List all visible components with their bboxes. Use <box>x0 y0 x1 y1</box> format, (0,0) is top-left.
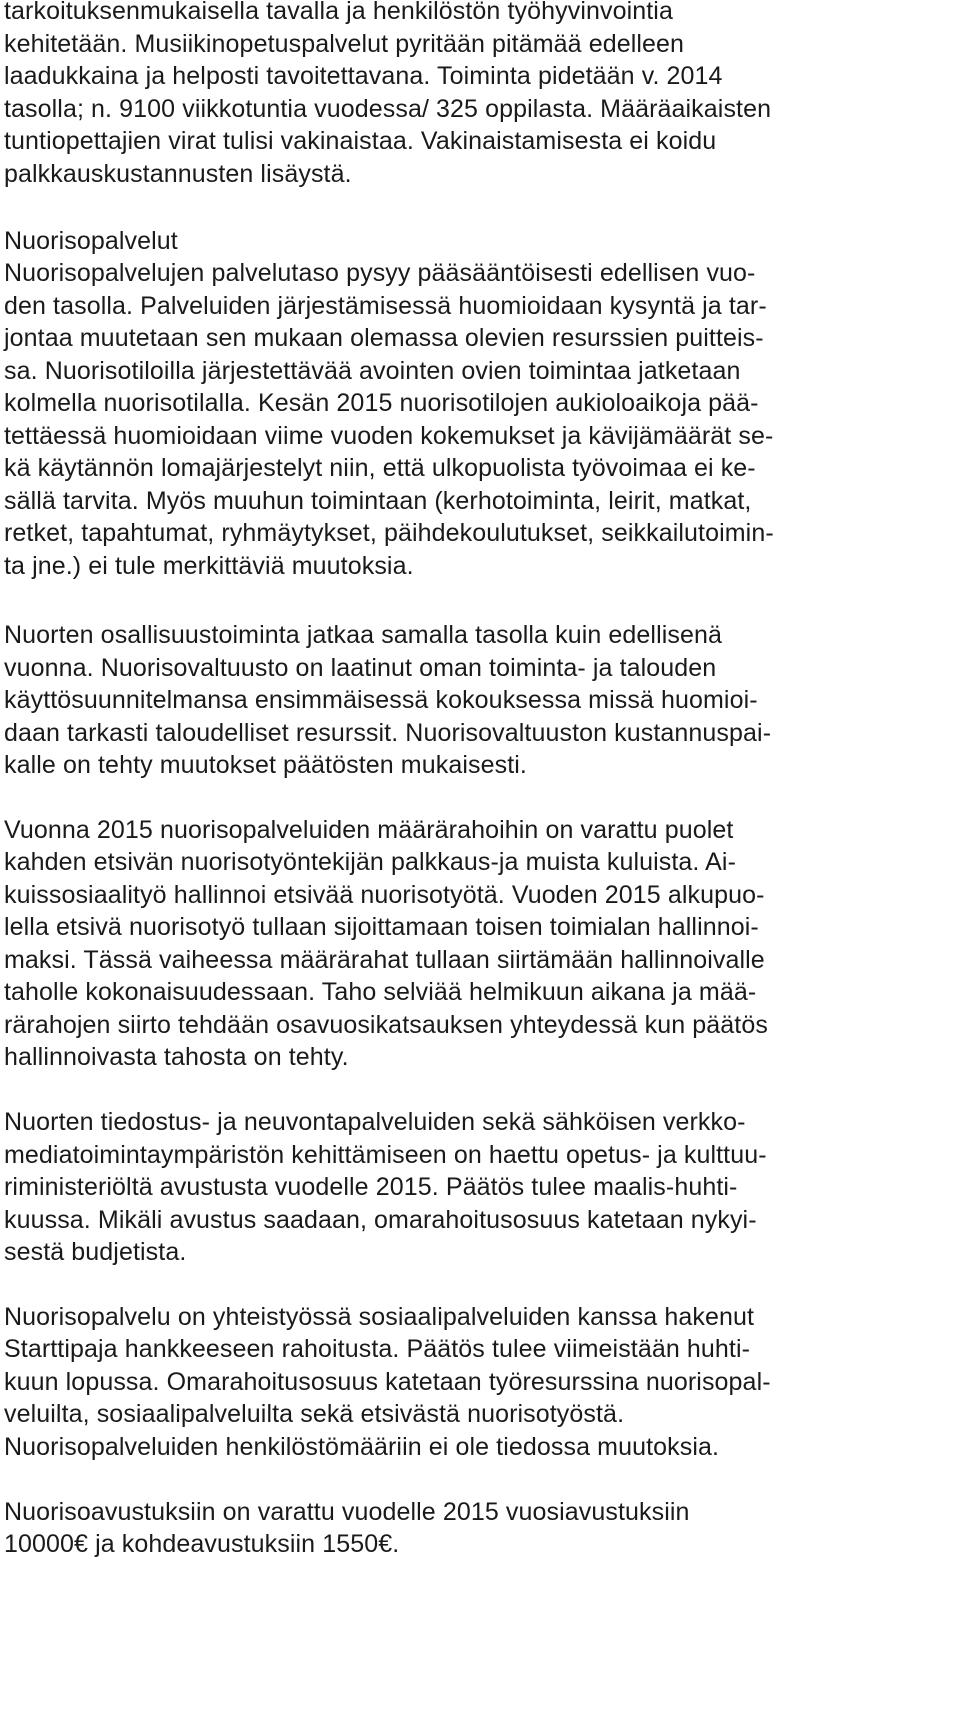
text-line: Starttipaja hankkeeseen rahoitusta. Päätös tulee viimeistään huhti- <box>4 1335 751 1363</box>
text-line: kä käytännön lomajärjestelyt niin, että ulkopuolista työvoimaa ei ke- <box>4 454 756 482</box>
text-line: Nuorten osallisuustoiminta jatkaa samalla tasolla kuin edellisenä <box>4 621 722 649</box>
text-line: laadukkaina ja helposti tavoitettavana. Toiminta pidetään v. 2014 <box>4 62 723 90</box>
text-line: vuonna. Nuorisovaltuusto on laatinut oman toiminta- ja talouden <box>4 654 717 682</box>
text-line: kuissosiaalityö hallinnoi etsivää nuorisotyötä. Vuoden 2015 alkupuo- <box>4 881 765 909</box>
text-line: kolmella nuorisotilalla. Kesän 2015 nuorisotilojen aukioloaikoja pää- <box>4 389 759 417</box>
text-line: ta jne.) ei tule merkittäviä muutoksia. <box>4 552 414 580</box>
text-line: lella etsivä nuorisotyö tullaan sijoittamaan toisen toimialan hallinnoi- <box>4 913 759 941</box>
text-line: Nuorisopalvelu on yhteistyössä sosiaalipalveluiden kanssa hakenut <box>4 1303 755 1331</box>
text-line: Nuorisoavustuksiin on varattu vuodelle 2015 vuosiavustuksiin <box>4 1498 690 1526</box>
text-line: mediatoimintaympäristön kehittämiseen on haettu opetus- ja kulttuu- <box>4 1141 767 1169</box>
text-line: palkkauskustannusten lisäystä. <box>4 160 352 188</box>
text-line: Nuorisopalveluiden henkilöstömääriin ei ole tiedossa muutoksia. <box>4 1433 720 1461</box>
text-line: veluilta, sosiaalipalveluilta sekä etsivästä nuorisotyöstä. <box>4 1400 625 1428</box>
text-line: hallinnoivasta tahosta on tehty. <box>4 1043 349 1071</box>
text-line: sestä budjetista. <box>4 1238 187 1266</box>
text-line: sa. Nuorisotiloilla järjestettävää avointen ovien toimintaa jatketaan <box>4 357 741 385</box>
text-line: kuun lopussa. Omarahoitusosuus katetaan työresurssina nuorisopal- <box>4 1368 771 1396</box>
text-line: Vuonna 2015 nuorisopalveluiden määrärahoihin on varattu puolet <box>4 816 734 844</box>
text-line: tuntiopettajien virat tulisi vakinaistaa. Vakinaistamisesta ei koidu <box>4 127 717 155</box>
text-line: tasolla; n. 9100 viikkotuntia vuodessa/ 325 oppilasta. Määräaikaisten <box>4 95 772 123</box>
text-line: jontaa muutetaan sen mukaan olemassa olevien resurssien puitteis- <box>4 324 764 352</box>
text-line: retket, tapahtumat, ryhmäytykset, päihdekoulutukset, seikkailutoimin- <box>4 519 774 547</box>
text-line: rärahojen siirto tehdään osavuosikatsauksen yhteydessä kun päätös <box>4 1011 768 1039</box>
text-line: Nuorisopalvelujen palvelutaso pysyy pääsääntöisesti edellisen vuo- <box>4 259 756 287</box>
section-heading: Nuorisopalvelut <box>4 227 178 255</box>
text-line: den tasolla. Palveluiden järjestämisessä huomioidaan kysyntä ja tar- <box>4 292 767 320</box>
text-line: tarkoituksenmukaisella tavalla ja henkilöstön työhyvinvointia <box>4 0 673 25</box>
text-line: tettäessä huomioidaan viime vuoden kokemukset ja kävijämäärät se- <box>4 422 774 450</box>
text-line: kalle on tehty muutokset päätösten mukaisesti. <box>4 751 527 779</box>
text-line: kahden etsivän nuorisotyöntekijän palkkaus-ja muista kuluista. Ai- <box>4 848 736 876</box>
text-line: daan tarkasti taloudelliset resurssit. Nuorisovaltuuston kustannuspai- <box>4 719 772 747</box>
text-line: riministeriöltä avustusta vuodelle 2015. Päätös tulee maalis-huhti- <box>4 1173 738 1201</box>
text-line: taholle kokonaisuudessaan. Taho selviää helmikuun aikana ja mää- <box>4 978 757 1006</box>
text-line: käyttösuunnitelmansa ensimmäisessä kokouksessa missä huomioi- <box>4 686 758 714</box>
text-line: 10000€ ja kohdeavustuksiin 1550€. <box>4 1530 400 1558</box>
text-line: sällä tarvita. Myös muuhun toimintaan (kerhotoiminta, leirit, matkat, <box>4 487 752 515</box>
text-line: Nuorten tiedostus- ja neuvontapalveluiden sekä sähköisen verkko- <box>4 1108 746 1136</box>
text-line: kehitetään. Musiikinopetuspalvelut pyritään pitämää edelleen <box>4 30 685 58</box>
text-line: kuussa. Mikäli avustus saadaan, omarahoitusosuus katetaan nykyi- <box>4 1206 757 1234</box>
text-line: maksi. Tässä vaiheessa määrärahat tullaan siirtämään hallinnoivalle <box>4 946 765 974</box>
